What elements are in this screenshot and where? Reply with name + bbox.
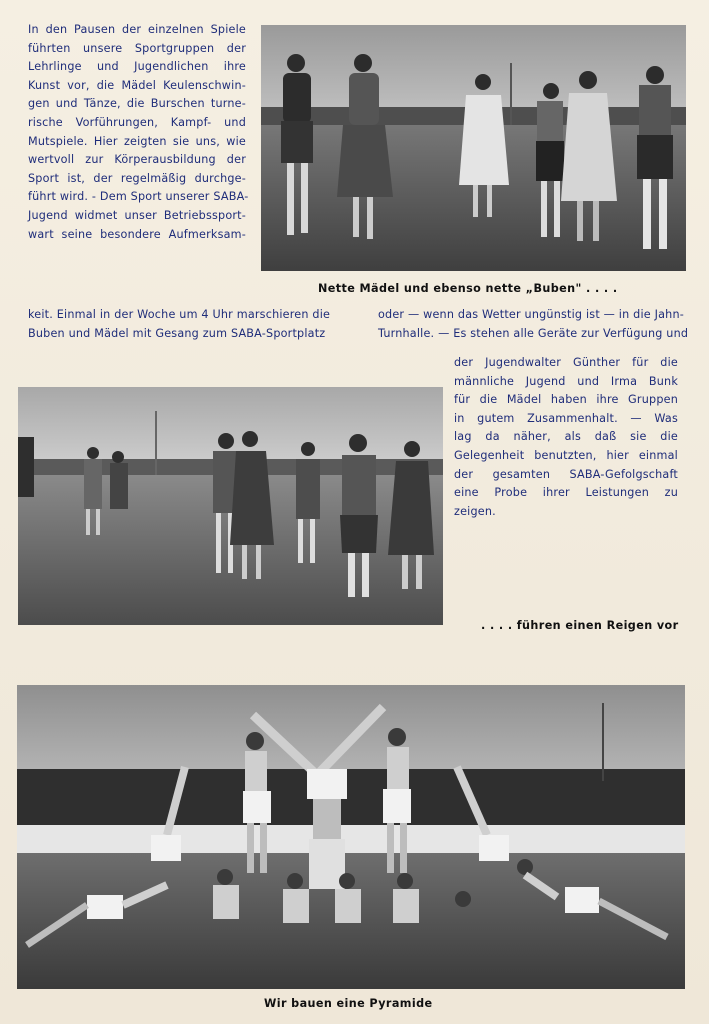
text-line: Turnhalle. — Es stehen alle Geräte zur Verfügung und [378,326,689,340]
intro-line: führten unsere Sportgruppen der [28,41,246,55]
photo-girls-dancing [261,25,686,271]
right-line-last: zeigen. [454,504,496,518]
right-line: der gesamten SABA-Gefolgschaft [454,467,678,481]
intro-line: wertvoll zur Körperausbildung der [28,153,246,167]
right-line: in gutem Zusammenhalt. — Was [454,411,678,425]
text-line: keit. Einmal in der Woche um 4 Uhr marschieren die [28,308,331,321]
intro-line: Lehrlinge und Jugendlichen ihre [28,60,246,74]
intro-line: Jugend widmet unser Betriebssport- [28,208,246,222]
right-line: eine Probe ihrer Leistungen zu [454,486,678,500]
intro-text-block [28,21,249,244]
caption-photo-3: Wir bauen eine Pyramide [264,997,433,1010]
photo-pyramid [17,685,685,989]
right-text-block [454,354,678,521]
intro-line: rische Vorführungen, Kampf- und [28,115,246,129]
wide-line-right [378,306,689,343]
intro-line: führt wird. - Dem Sport unserer SABA- [28,190,249,204]
intro-line: Mutspiele. Hier zeigten sie uns, wie [28,134,246,148]
right-line: der Jugendwalter Günther für die [454,356,678,369]
intro-line: In den Pausen der einzelnen Spiele [28,23,246,36]
intro-line: Sport ist, der regelmäßig durchge- [28,171,246,185]
caption-photo-2: . . . . führen einen Reigen vor [481,619,679,632]
intro-line: Kunst vor, die Mädel Keulenschwin- [28,78,246,92]
right-line: lag da näher, als daß sie die [454,430,678,444]
right-line: Gelegenheit benutzten, hier einmal [454,448,678,462]
caption-photo-1: Nette Mädel und ebenso nette „Buben" . . . . [318,282,618,295]
intro-line: wart seine besondere Aufmerksam- [28,227,246,241]
text-line: Buben und Mädel mit Gesang zum SABA-Sportplatz [28,326,326,340]
text-line: oder — wenn das Wetter ungünstig ist — in die Jahn- [378,308,684,321]
wide-line-left [28,306,330,343]
right-line: für die Mädel haben ihre Gruppen [454,393,678,407]
intro-line: gen und Tänze, die Burschen turne- [28,97,246,111]
photo-round-dance [18,387,443,625]
right-line: männliche Jugend und Irma Bunk [454,374,678,388]
